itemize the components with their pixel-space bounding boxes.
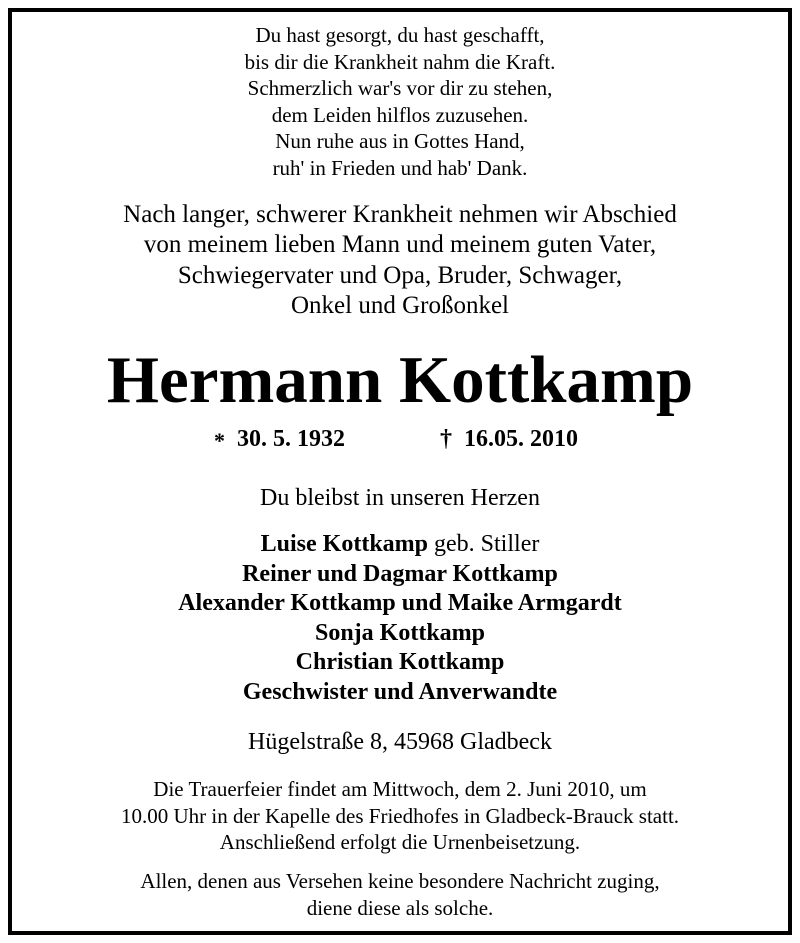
deceased-name: Hermann Kottkamp	[106, 343, 694, 417]
mourner-line	[0, 530, 800, 560]
death-cross-icon: †	[440, 426, 452, 452]
announcement-line: von meinem lieben Mann und meinem guten Vater,	[143, 231, 657, 259]
closing-note	[0, 868, 800, 921]
death-date	[440, 422, 578, 456]
mourner-line: Geschwister und Anverwandte	[242, 678, 558, 705]
mourner-line: Alexander Kottkamp und Maike Armgardt	[178, 590, 622, 616]
funeral-line: 10.00 Uhr in der Kapelle des Friedhofes in Gladbeck-Brauck statt.	[120, 803, 680, 828]
poem-line: Schmerzlich war's vor dir zu stehen,	[247, 76, 553, 101]
announcement-line: Onkel und Großonkel	[290, 291, 510, 319]
mourner-line: Christian Kottkamp	[295, 649, 505, 675]
poem	[0, 22, 800, 182]
funeral-info	[0, 776, 800, 856]
mourner-birth-name: geb. Stiller	[428, 531, 540, 557]
birth-date-value: 30. 5. 1932	[237, 426, 345, 452]
mourner-name: Luise Kottkamp	[260, 531, 429, 557]
poem-line: Du hast gesorgt, du hast geschafft,	[255, 23, 545, 47]
closing-line: diene diese als solche.	[306, 895, 494, 920]
poem-line: Nun ruhe aus in Gottes Hand,	[275, 129, 525, 154]
family-address: Hügelstraße 8, 45968 Gladbeck	[248, 729, 552, 755]
mourner-line: Reiner und Dagmar Kottkamp	[242, 560, 558, 587]
funeral-line: Die Trauerfeier findet am Mittwoch, dem 2. Juni 2010, um	[153, 777, 647, 801]
birth-date	[214, 422, 345, 456]
life-dates	[0, 422, 800, 456]
closing-line: Allen, denen aus Versehen keine besondere Nachricht zuging,	[140, 869, 660, 893]
announcement-line: Nach langer, schwerer Krankheit nehmen wir Abschied	[123, 201, 677, 228]
funeral-line: Anschließend erfolgt die Urnenbeisetzung.	[219, 830, 581, 854]
announcement-line: Schwiegervater und Opa, Bruder, Schwager,	[177, 261, 623, 289]
remembrance-line: Du bleibst in unseren Herzen	[260, 485, 540, 511]
announcement-text	[0, 200, 800, 321]
death-date-value: 16.05. 2010	[464, 426, 578, 452]
poem-line: bis dir die Krankheit nahm die Kraft.	[244, 49, 556, 74]
birth-star-icon: *	[214, 428, 225, 453]
poem-line: dem Leiden hilflos zuzusehen.	[271, 102, 529, 127]
mourner-line: Sonja Kottkamp	[314, 619, 486, 646]
poem-line: ruh' in Frieden und hab' Dank.	[272, 155, 528, 180]
mourners-list	[0, 530, 800, 707]
